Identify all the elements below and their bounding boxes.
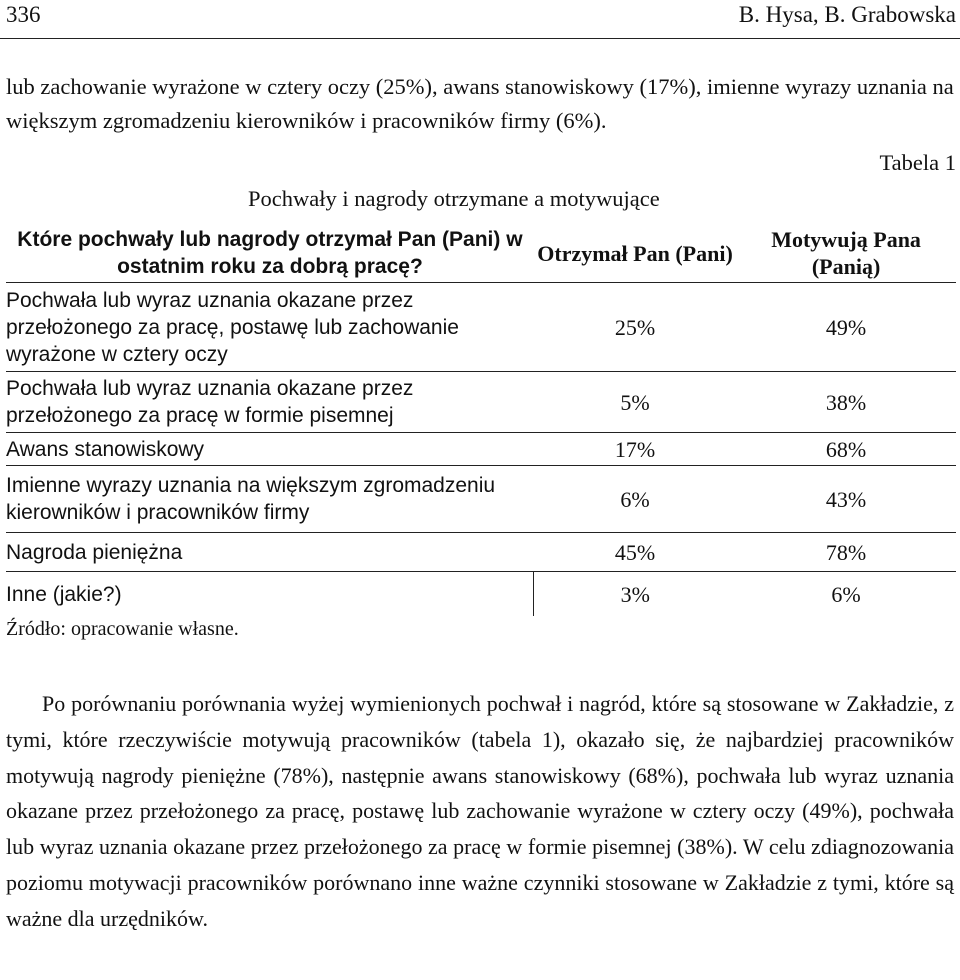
row-received: 3% bbox=[534, 572, 736, 617]
row-motivating: 43% bbox=[736, 466, 956, 533]
row-received: 25% bbox=[534, 283, 736, 372]
row-label: Nagroda pieniężna bbox=[6, 533, 534, 572]
table-number: Tabela 1 bbox=[879, 150, 956, 175]
intro-paragraph: lub zachowanie wyrażone w cztery oczy (25%), awans stanowiskowy (17%), imienne wyrazy uznania na większym zgromadzeniu kierowników i pracowników firmy (6%). bbox=[6, 74, 954, 133]
row-received: 45% bbox=[534, 533, 736, 572]
header-received: Otrzymał Pan (Pani) bbox=[537, 240, 733, 266]
row-motivating: 6% bbox=[736, 572, 956, 617]
header-question: Które pochwały lub nagrody otrzymał Pan (Pani) w ostatnim roku za dobrą pracę? bbox=[17, 228, 523, 278]
row-label: Awans stanowiskowy bbox=[6, 433, 534, 466]
row-received: 5% bbox=[534, 372, 736, 433]
row-motivating: 68% bbox=[736, 433, 956, 466]
row-received: 17% bbox=[534, 433, 736, 466]
row-motivating: 49% bbox=[736, 283, 956, 372]
table-row bbox=[6, 433, 956, 466]
row-motivating: 38% bbox=[736, 372, 956, 433]
body-paragraph: Po porównaniu porównania wyżej wymienionych pochwał i nagród, które są stosowane w Zakładzie, z tymi, które rzeczywiście motywują pracowników (tabela 1), okazało się, że najbardziej pracowników motywują nagrody pieniężne (78%), następnie awans stanowiskowy (68%), pochwała lub wyraz uznania okazane przez przełożonego za pracę, postawę lub zachowanie wyrażone w cztery oczy (49%), pochwała lub wyraz uznania okazane przez przełożonego za pracę w formie pisemnej (38%). W celu zdiagnozowania poziomu motywacji pracowników porównano inne ważne czynniki stosowane w Zakładzie z tymi, które są ważne dla urzędników. bbox=[6, 691, 954, 931]
table-row bbox=[6, 372, 956, 433]
running-head-authors: B. Hysa, B. Grabowska bbox=[738, 2, 956, 27]
header-motivating: Motywują Pana (Panią) bbox=[771, 227, 921, 279]
page-header bbox=[0, 0, 960, 39]
table-header-row bbox=[6, 224, 956, 283]
row-motivating: 78% bbox=[736, 533, 956, 572]
row-label: Imienne wyrazy uznania na większym zgromadzeniu kierowników i pracowników firmy bbox=[6, 466, 534, 533]
row-label: Inne (jakie?) bbox=[6, 572, 534, 617]
page-number: 336 bbox=[6, 2, 41, 27]
table-row bbox=[6, 533, 956, 572]
table-row bbox=[6, 572, 956, 617]
row-received: 6% bbox=[534, 466, 736, 533]
table-title: Pochwały i nagrody otrzymane a motywujące bbox=[248, 186, 660, 211]
table-source: Źródło: opracowanie własne. bbox=[6, 618, 239, 640]
table-row bbox=[6, 466, 956, 533]
rewards-table bbox=[6, 224, 956, 616]
table-row bbox=[6, 283, 956, 372]
row-label: Pochwała lub wyraz uznania okazane przez przełożonego za pracę w formie pisemnej bbox=[6, 372, 534, 433]
row-label: Pochwała lub wyraz uznania okazane przez przełożonego za pracę, postawę lub zachowanie wyrażone w cztery oczy bbox=[6, 283, 534, 372]
